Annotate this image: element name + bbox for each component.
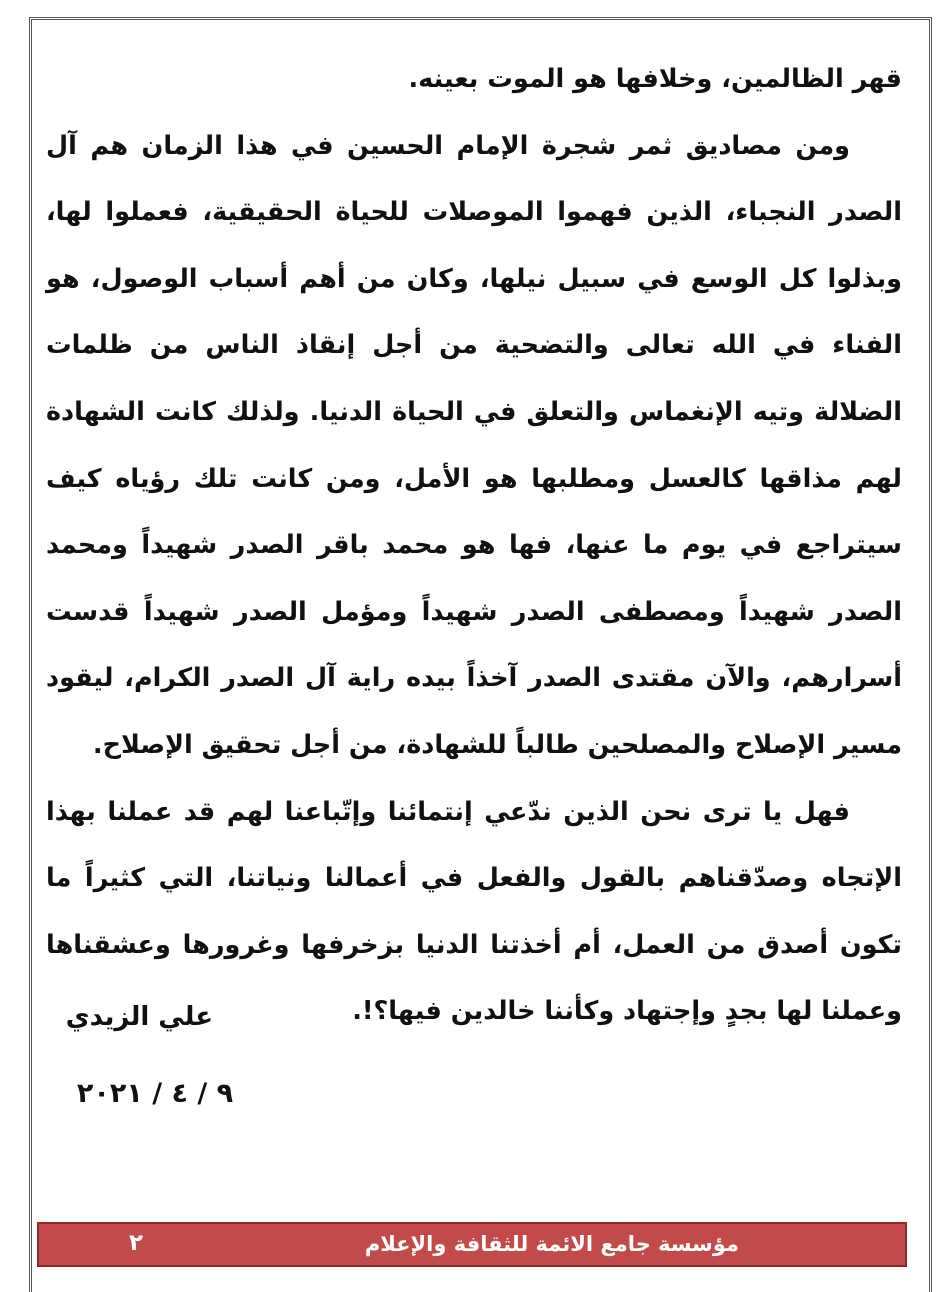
document-body: [46, 46, 902, 1045]
page-number: ٢: [129, 1230, 144, 1256]
footer-bar: [37, 1222, 907, 1267]
document-date: ٩ / ٤ / ٢٠٢١: [76, 1078, 234, 1109]
footer-title: مؤسسة جامع الائمة للثقافة والإعلام: [364, 1232, 739, 1256]
paragraph-3: فهل يا ترى نحن الذين ندّعي إنتمائنا وإتّباعنا لهم قد عملنا بهذا الإتجاه وصدّقناهم بالقول والفعل في أعمالنا ونياتنا، التي كثيراً ما تكون أصدق من العمل، أم أخذتنا الدنيا بزخرفها وغرورها وعشقناها وعملنا لها بجدٍ وإجتهاد وكأننا خالدين فيها؟!.: [46, 796, 902, 1027]
paragraph-1: قهر الظالمين، وخلافها هو الموت بعينه.: [408, 64, 902, 94]
paragraph-2: ومن مصاديق ثمر شجرة الإمام الحسين في هذا الزمان هم آل الصدر النجباء، الذين فهموا الموصلات للحياة الحقيقية، فعملوا لها، وبذلوا كل الوسع في سبيل نيلها، وكان من أهم أسباب الوصول، هو الفناء في الله تعالى والتضحية من أجل إنقاذ الناس من ظلمات الضلالة وتيه الإنغماس والتعلق في الحياة الدنيا. ولذلك كانت الشهادة لهم مذاقها كالعسل ومطلبها هو الأمل، ومن كانت تلك رؤياه كيف سيتراجع في يوم ما عنها، فها هو محمد باقر الصدر شهيداً ومحمد الصدر شهيداً ومصطفى الصدر شهيداً ومؤمل الصدر شهيداً قدست أسرارهم، والآن مقتدى الصدر آخذاً بيده راية آل الصدر الكرام، ليقود مسير الإصلاح والمصلحين طالباً للشهادة، من أجل تحقيق الإصلاح.: [46, 130, 902, 760]
author-signature: علي الزيدي: [65, 1002, 213, 1032]
